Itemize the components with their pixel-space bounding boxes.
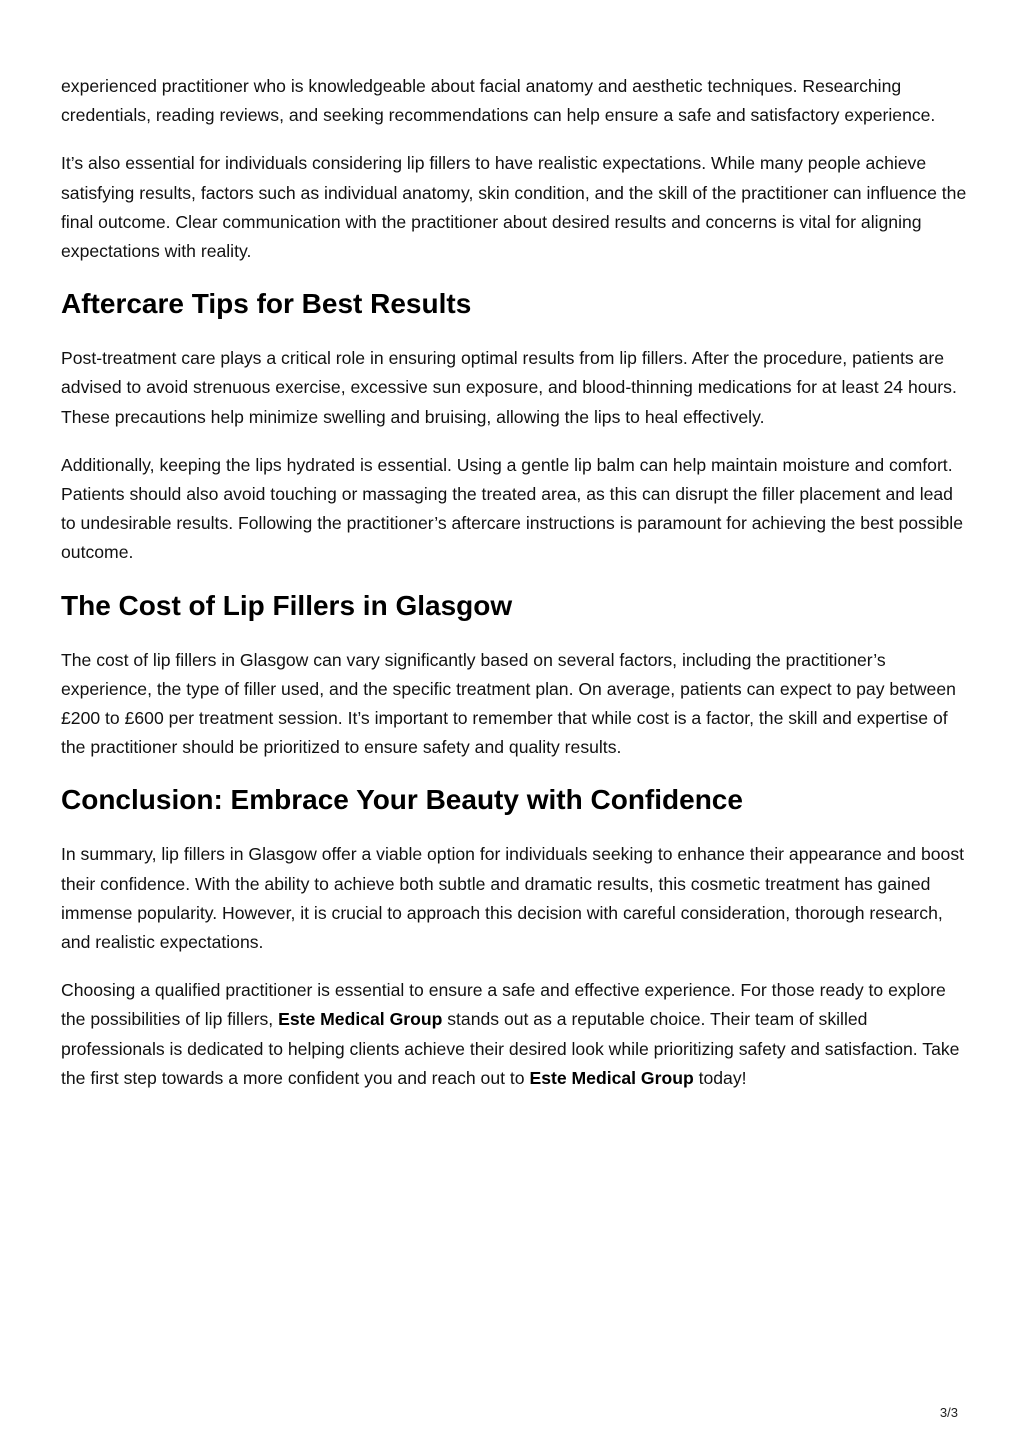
aftercare-paragraph-1: Post-treatment care plays a critical role in ensuring optimal results from lip fillers. After the procedure, patients are advised to avoid strenuous exercise, excessive sun exposure, and blood-thinning medications for at least 24 hours. These precautions help minimize swelling and bruising, allowing the lips to heal effectively. [61, 348, 957, 427]
brand-name-2: Este Medical Group [529, 1067, 694, 1088]
intro-paragraph-1: experienced practitioner who is knowledgeable about facial anatomy and aesthetic techniques. Researching credentials, reading reviews, and seeking recommendations can help ensure a safe and satisfactory experience. [61, 76, 936, 126]
conclusion-text-part-3: today! [693, 1067, 747, 1088]
conclusion-text-part-2: stands out as a reputable choice. Their team of skilled professionals is dedicated to helping clients achieve their desired look while prioritizing safety and satisfaction. Take the first step towards a more confident you and reach out to [61, 1009, 960, 1088]
conclusion-text-part-1: Choosing a qualified practitioner is essential to ensure a safe and effective experience. For those ready to explore the possibilities of lip fillers, [61, 980, 946, 1030]
intro-paragraph-2: It’s also essential for individuals considering lip fillers to have realistic expectations. While many people achieve satisfying results, factors such as individual anatomy, skin condition, and the skill of the practitioner can influence the final outcome. Clear communication with the practitioner about desired results and concerns is vital for aligning expectations with reality. [61, 153, 967, 262]
aftercare-paragraph-2: Additionally, keeping the lips hydrated is essential. Using a gentle lip balm can help maintain moisture and comfort. Patients should also avoid touching or massaging the treated area, as this can disrupt the filler placement and lead to undesirable results. Following the practitioner’s aftercare instructions is paramount for achieving the best possible outcome. [61, 454, 963, 563]
document-body [61, 72, 971, 1112]
cost-heading: The Cost of Lip Fillers in Glasgow [61, 589, 513, 621]
aftercare-heading: Aftercare Tips for Best Results [61, 288, 472, 320]
brand-name-1: Este Medical Group [278, 1009, 443, 1030]
conclusion-paragraph-2 [61, 976, 971, 1093]
conclusion-paragraph-1: In summary, lip fillers in Glasgow offer a viable option for individuals seeking to enhance their appearance and boost their confidence. With the ability to achieve both subtle and dramatic results, this cosmetic treatment has gained immense popularity. However, it is crucial to approach this decision with careful consideration, thorough research, and realistic expectations. [61, 844, 965, 953]
page-number: 3/3 [939, 1405, 958, 1420]
conclusion-heading: Conclusion: Embrace Your Beauty with Confidence [61, 784, 743, 816]
cost-paragraph-1: The cost of lip fillers in Glasgow can vary significantly based on several factors, including the practitioner’s experience, the type of filler used, and the specific treatment plan. On average, patients can expect to pay between £200 to £600 per treatment session. It’s important to remember that while cost is a factor, the skill and expertise of the practitioner should be prioritized to ensure safety and quality results. [61, 649, 956, 758]
